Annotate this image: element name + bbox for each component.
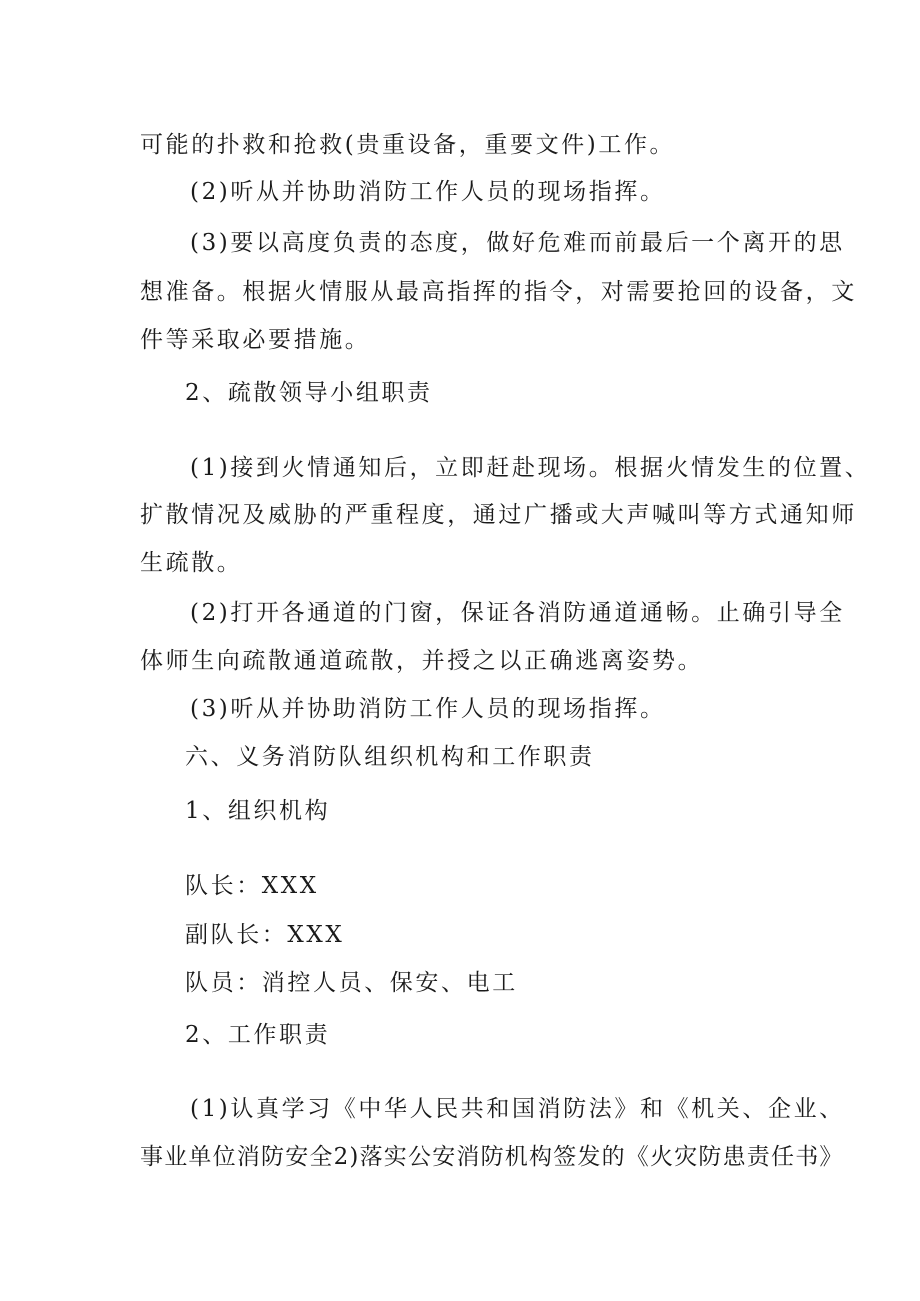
section-heading: 2、工作职责 bbox=[185, 1022, 331, 1048]
paragraph-line: 生疏散。 bbox=[140, 550, 243, 576]
roster-line: 副队长：XXX bbox=[185, 922, 345, 948]
paragraph-line: (3)听从并协助消防工作人员的现场指挥。 bbox=[190, 696, 666, 722]
section-heading: 六、义务消防队组织机构和工作职责 bbox=[185, 744, 595, 770]
paragraph-line: 扩散情况及威胁的严重程度，通过广播或大声喊叫等方式通知师 bbox=[140, 502, 857, 528]
roster-line: 队员：消控人员、保安、电工 bbox=[185, 970, 518, 996]
paragraph-line: (1)接到火情通知后，立即赶赴现场。根据火情发生的位置、 bbox=[190, 455, 871, 481]
paragraph-line: 件等采取必要措施。 bbox=[140, 327, 371, 353]
paragraph-line: 想准备。根据火情服从最高指挥的指令，对需要抢回的设备，文 bbox=[140, 279, 857, 305]
section-heading: 1、组织机构 bbox=[185, 798, 331, 824]
paragraph-line: 可能的扑救和抢救(贵重设备，重要文件)工作。 bbox=[140, 132, 676, 158]
paragraph-line: (2)打开各通道的门窗，保证各消防通道通畅。止确引导全 bbox=[190, 600, 845, 626]
paragraph-line: 体师生向疏散通道疏散，并授之以正确逃离姿势。 bbox=[140, 648, 704, 674]
roster-line: 队长：XXX bbox=[185, 873, 319, 899]
paragraph-line: 事业单位消防安全2)落实公安消防机构签发的《火灾防患责任书》 bbox=[140, 1144, 844, 1170]
paragraph-line: (1)认真学习《中华人民共和国消防法》和《机关、企业、 bbox=[190, 1096, 845, 1122]
paragraph-line: (2)听从并协助消防工作人员的现场指挥。 bbox=[190, 179, 666, 205]
section-heading: 2、疏散领导小组职责 bbox=[185, 380, 433, 406]
paragraph-line: (3)要以高度负责的态度，做好危难而前最后一个离开的思 bbox=[190, 230, 845, 256]
